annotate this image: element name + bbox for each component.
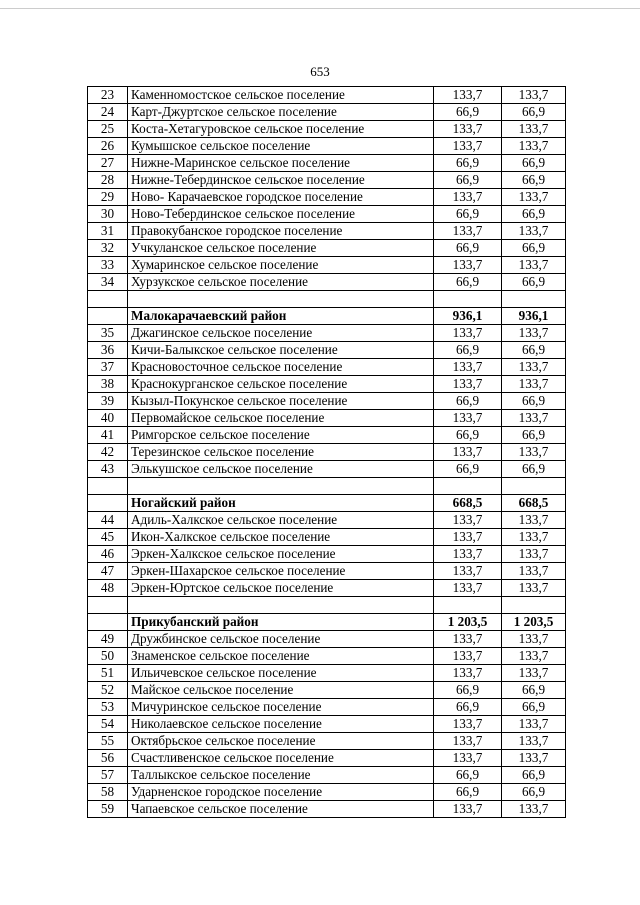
settlement-name-cell: Октябрьское сельское поселение — [128, 733, 434, 750]
table-row — [88, 155, 566, 172]
amount-cell-1: 133,7 — [434, 716, 502, 733]
amount-cell-1: 133,7 — [434, 359, 502, 376]
amount-cell-1: 66,9 — [434, 172, 502, 189]
row-number-cell: 48 — [88, 580, 128, 597]
table-row — [88, 784, 566, 801]
amount-cell-1: 668,5 — [434, 495, 502, 512]
amount-cell-1: 66,9 — [434, 461, 502, 478]
table-row — [88, 699, 566, 716]
table-row — [88, 444, 566, 461]
table-body — [88, 87, 566, 818]
amount-cell-1: 66,9 — [434, 104, 502, 121]
top-edge-line — [0, 8, 640, 9]
settlement-name-cell: Николаевское сельское поселение — [128, 716, 434, 733]
row-number-cell: 52 — [88, 682, 128, 699]
row-number-cell: 57 — [88, 767, 128, 784]
amount-cell-1: 133,7 — [434, 325, 502, 342]
spacer-row — [88, 291, 566, 308]
amount-cell-2: 133,7 — [502, 563, 566, 580]
amount-cell-2: 133,7 — [502, 223, 566, 240]
settlement-name-cell: Терезинское сельское поселение — [128, 444, 434, 461]
amount-cell-1: 133,7 — [434, 189, 502, 206]
row-number-cell: 37 — [88, 359, 128, 376]
row-number-cell: 46 — [88, 546, 128, 563]
amount-cell-1 — [434, 291, 502, 308]
row-number-cell: 27 — [88, 155, 128, 172]
amount-cell-2: 133,7 — [502, 801, 566, 818]
amount-cell-1: 133,7 — [434, 257, 502, 274]
settlement-name-cell: Адиль-Халкское сельское поселение — [128, 512, 434, 529]
settlement-name-cell: Нижне-Тебердинское сельское поселение — [128, 172, 434, 189]
amount-cell-1: 133,7 — [434, 529, 502, 546]
settlement-name-cell: Эркен-Халкское сельское поселение — [128, 546, 434, 563]
row-number-cell — [88, 478, 128, 495]
row-number-cell: 55 — [88, 733, 128, 750]
amount-cell-2: 133,7 — [502, 750, 566, 767]
amount-cell-2: 66,9 — [502, 342, 566, 359]
row-number-cell: 44 — [88, 512, 128, 529]
row-number-cell: 31 — [88, 223, 128, 240]
row-number-cell: 54 — [88, 716, 128, 733]
amount-cell-1: 133,7 — [434, 733, 502, 750]
table-row — [88, 325, 566, 342]
row-number-cell: 32 — [88, 240, 128, 257]
row-number-cell: 30 — [88, 206, 128, 223]
amount-cell-1: 133,7 — [434, 801, 502, 818]
row-number-cell: 34 — [88, 274, 128, 291]
table-row — [88, 427, 566, 444]
amount-cell-1: 133,7 — [434, 138, 502, 155]
amount-cell-1: 133,7 — [434, 444, 502, 461]
table-row — [88, 87, 566, 104]
table-row — [88, 206, 566, 223]
amount-cell-2: 133,7 — [502, 410, 566, 427]
row-number-cell: 56 — [88, 750, 128, 767]
amount-cell-1: 66,9 — [434, 699, 502, 716]
spacer-row — [88, 478, 566, 495]
amount-cell-2: 133,7 — [502, 359, 566, 376]
amount-cell-2 — [502, 291, 566, 308]
amount-cell-2: 66,9 — [502, 172, 566, 189]
amount-cell-1: 936,1 — [434, 308, 502, 325]
amount-cell-1: 133,7 — [434, 121, 502, 138]
table-row — [88, 121, 566, 138]
table-row — [88, 750, 566, 767]
amount-cell-2: 936,1 — [502, 308, 566, 325]
row-number-cell: 53 — [88, 699, 128, 716]
amount-cell-1: 66,9 — [434, 274, 502, 291]
row-number-cell: 38 — [88, 376, 128, 393]
amount-cell-2: 66,9 — [502, 240, 566, 257]
amount-cell-2: 66,9 — [502, 206, 566, 223]
row-number-cell: 24 — [88, 104, 128, 121]
settlement-name-cell: Краснокурганское сельское поселение — [128, 376, 434, 393]
settlement-name-cell: Ильичевское сельское поселение — [128, 665, 434, 682]
amount-cell-2: 133,7 — [502, 512, 566, 529]
amount-cell-2 — [502, 478, 566, 495]
row-number-cell: 33 — [88, 257, 128, 274]
row-number-cell: 29 — [88, 189, 128, 206]
settlement-name-cell: Первомайское сельское поселение — [128, 410, 434, 427]
row-number-cell: 23 — [88, 87, 128, 104]
row-number-cell: 39 — [88, 393, 128, 410]
table-row — [88, 733, 566, 750]
row-number-cell: 58 — [88, 784, 128, 801]
amount-cell-2: 133,7 — [502, 546, 566, 563]
page-number: 653 — [310, 64, 330, 79]
amount-cell-2: 133,7 — [502, 716, 566, 733]
row-number-cell: 35 — [88, 325, 128, 342]
amount-cell-1: 133,7 — [434, 648, 502, 665]
settlement-name-cell: Нижне-Маринское сельское поселение — [128, 155, 434, 172]
amount-cell-2: 133,7 — [502, 444, 566, 461]
amount-cell-2: 66,9 — [502, 274, 566, 291]
table-row — [88, 393, 566, 410]
amount-cell-1: 133,7 — [434, 750, 502, 767]
spacer-row — [88, 597, 566, 614]
amount-cell-2: 133,7 — [502, 325, 566, 342]
amount-cell-1: 133,7 — [434, 631, 502, 648]
table-row — [88, 580, 566, 597]
table-row — [88, 631, 566, 648]
table-row — [88, 274, 566, 291]
row-number-cell: 47 — [88, 563, 128, 580]
settlement-name-cell: Икон-Халкское сельское поселение — [128, 529, 434, 546]
table-row — [88, 716, 566, 733]
row-number-cell — [88, 614, 128, 631]
settlement-name-cell: Правокубанское городское поселение — [128, 223, 434, 240]
amount-cell-2: 668,5 — [502, 495, 566, 512]
district-row — [88, 308, 566, 325]
amount-cell-2 — [502, 597, 566, 614]
row-number-cell: 43 — [88, 461, 128, 478]
amount-cell-1: 133,7 — [434, 665, 502, 682]
settlement-name-cell: Майское сельское поселение — [128, 682, 434, 699]
row-number-cell — [88, 308, 128, 325]
amount-cell-1 — [434, 478, 502, 495]
table-row — [88, 223, 566, 240]
settlement-name-cell: Хурзукское сельское поселение — [128, 274, 434, 291]
amount-cell-1: 66,9 — [434, 342, 502, 359]
settlement-name-cell: Ново- Карачаевское городское поселение — [128, 189, 434, 206]
amount-cell-1: 66,9 — [434, 393, 502, 410]
amount-cell-2: 66,9 — [502, 427, 566, 444]
amount-cell-1: 133,7 — [434, 410, 502, 427]
row-number-cell: 51 — [88, 665, 128, 682]
table-row — [88, 359, 566, 376]
amount-cell-1: 66,9 — [434, 784, 502, 801]
row-number-cell: 28 — [88, 172, 128, 189]
row-number-cell: 59 — [88, 801, 128, 818]
settlement-name-cell: Ново-Тебердинское сельское поселение — [128, 206, 434, 223]
amount-cell-1: 133,7 — [434, 580, 502, 597]
settlement-name-cell: Счастливенское сельское поселение — [128, 750, 434, 767]
amount-cell-1: 66,9 — [434, 427, 502, 444]
table-row — [88, 342, 566, 359]
table-row — [88, 563, 566, 580]
district-row — [88, 495, 566, 512]
settlement-name-cell: Дружбинское сельское поселение — [128, 631, 434, 648]
table-row — [88, 104, 566, 121]
table-row — [88, 172, 566, 189]
amount-cell-1: 1 203,5 — [434, 614, 502, 631]
settlement-name-cell: Мичуринское сельское поселение — [128, 699, 434, 716]
settlement-name-cell: Эркен-Шахарское сельское поселение — [128, 563, 434, 580]
amount-cell-2: 1 203,5 — [502, 614, 566, 631]
settlement-name-cell: Учкуланское сельское поселение — [128, 240, 434, 257]
amount-cell-1: 133,7 — [434, 546, 502, 563]
table-row — [88, 648, 566, 665]
amount-cell-2: 66,9 — [502, 767, 566, 784]
table-row — [88, 767, 566, 784]
settlement-name-cell: Ногайский район — [128, 495, 434, 512]
amount-cell-2: 66,9 — [502, 461, 566, 478]
settlement-name-cell: Ударненское городское поселение — [128, 784, 434, 801]
settlement-name-cell: Каменномостское сельское поселение — [128, 87, 434, 104]
settlement-name-cell: Кичи-Балыкское сельское поселение — [128, 342, 434, 359]
settlement-name-cell: Кумышское сельское поселение — [128, 138, 434, 155]
settlement-name-cell: Кызыл-Покунское сельское поселение — [128, 393, 434, 410]
row-number-cell: 40 — [88, 410, 128, 427]
amount-cell-1: 66,9 — [434, 155, 502, 172]
amount-cell-2: 133,7 — [502, 189, 566, 206]
settlement-name-cell: Знаменское сельское поселение — [128, 648, 434, 665]
table-row — [88, 529, 566, 546]
amount-cell-2: 133,7 — [502, 733, 566, 750]
amount-cell-1: 66,9 — [434, 682, 502, 699]
table-row — [88, 665, 566, 682]
amount-cell-1: 66,9 — [434, 767, 502, 784]
row-number-cell: 49 — [88, 631, 128, 648]
settlement-name-cell: Карт-Джуртское сельское поселение — [128, 104, 434, 121]
settlement-name-cell: Элькушское сельское поселение — [128, 461, 434, 478]
settlement-name-cell: Малокарачаевский район — [128, 308, 434, 325]
row-number-cell — [88, 597, 128, 614]
amount-cell-2: 133,7 — [502, 631, 566, 648]
row-number-cell: 45 — [88, 529, 128, 546]
table-row — [88, 189, 566, 206]
amount-cell-2: 66,9 — [502, 393, 566, 410]
amount-cell-1: 133,7 — [434, 87, 502, 104]
table-row — [88, 257, 566, 274]
row-number-cell: 36 — [88, 342, 128, 359]
settlement-name-cell: Хумаринское сельское поселение — [128, 257, 434, 274]
amount-cell-1: 133,7 — [434, 563, 502, 580]
row-number-cell: 26 — [88, 138, 128, 155]
table-row — [88, 461, 566, 478]
amount-cell-1: 133,7 — [434, 376, 502, 393]
amount-cell-2: 66,9 — [502, 104, 566, 121]
amount-cell-1: 66,9 — [434, 240, 502, 257]
table-row — [88, 240, 566, 257]
amount-cell-2: 66,9 — [502, 682, 566, 699]
row-number-cell: 25 — [88, 121, 128, 138]
amount-cell-2: 133,7 — [502, 257, 566, 274]
settlement-name-cell — [128, 597, 434, 614]
table-row — [88, 682, 566, 699]
amount-cell-1: 66,9 — [434, 206, 502, 223]
row-number-cell — [88, 495, 128, 512]
amount-cell-2: 133,7 — [502, 529, 566, 546]
amount-cell-1: 133,7 — [434, 223, 502, 240]
amount-cell-1: 133,7 — [434, 512, 502, 529]
row-number-cell — [88, 291, 128, 308]
row-number-cell: 42 — [88, 444, 128, 461]
table-row — [88, 410, 566, 427]
district-row — [88, 614, 566, 631]
settlement-name-cell: Чапаевское сельское поселение — [128, 801, 434, 818]
settlement-name-cell — [128, 478, 434, 495]
amount-cell-2: 133,7 — [502, 121, 566, 138]
amount-cell-2: 66,9 — [502, 155, 566, 172]
table-row — [88, 376, 566, 393]
row-number-cell: 50 — [88, 648, 128, 665]
settlement-name-cell: Прикубанский район — [128, 614, 434, 631]
settlement-name-cell: Джагинское сельское поселение — [128, 325, 434, 342]
settlement-name-cell — [128, 291, 434, 308]
amount-cell-2: 133,7 — [502, 580, 566, 597]
settlement-name-cell: Коста-Хетагуровское сельское поселение — [128, 121, 434, 138]
amount-cell-2: 133,7 — [502, 87, 566, 104]
amount-cell-2: 66,9 — [502, 699, 566, 716]
amount-cell-2: 133,7 — [502, 138, 566, 155]
settlement-name-cell: Красновосточное сельское поселение — [128, 359, 434, 376]
settlement-name-cell: Римгорское сельское поселение — [128, 427, 434, 444]
settlement-budget-table — [87, 86, 566, 818]
amount-cell-1 — [434, 597, 502, 614]
settlement-name-cell: Эркен-Юртское сельское поселение — [128, 580, 434, 597]
table-row — [88, 801, 566, 818]
row-number-cell: 41 — [88, 427, 128, 444]
amount-cell-2: 133,7 — [502, 376, 566, 393]
table-row — [88, 138, 566, 155]
table-row — [88, 546, 566, 563]
table-row — [88, 512, 566, 529]
amount-cell-2: 66,9 — [502, 784, 566, 801]
amount-cell-2: 133,7 — [502, 648, 566, 665]
amount-cell-2: 133,7 — [502, 665, 566, 682]
settlement-name-cell: Таллыкское сельское поселение — [128, 767, 434, 784]
